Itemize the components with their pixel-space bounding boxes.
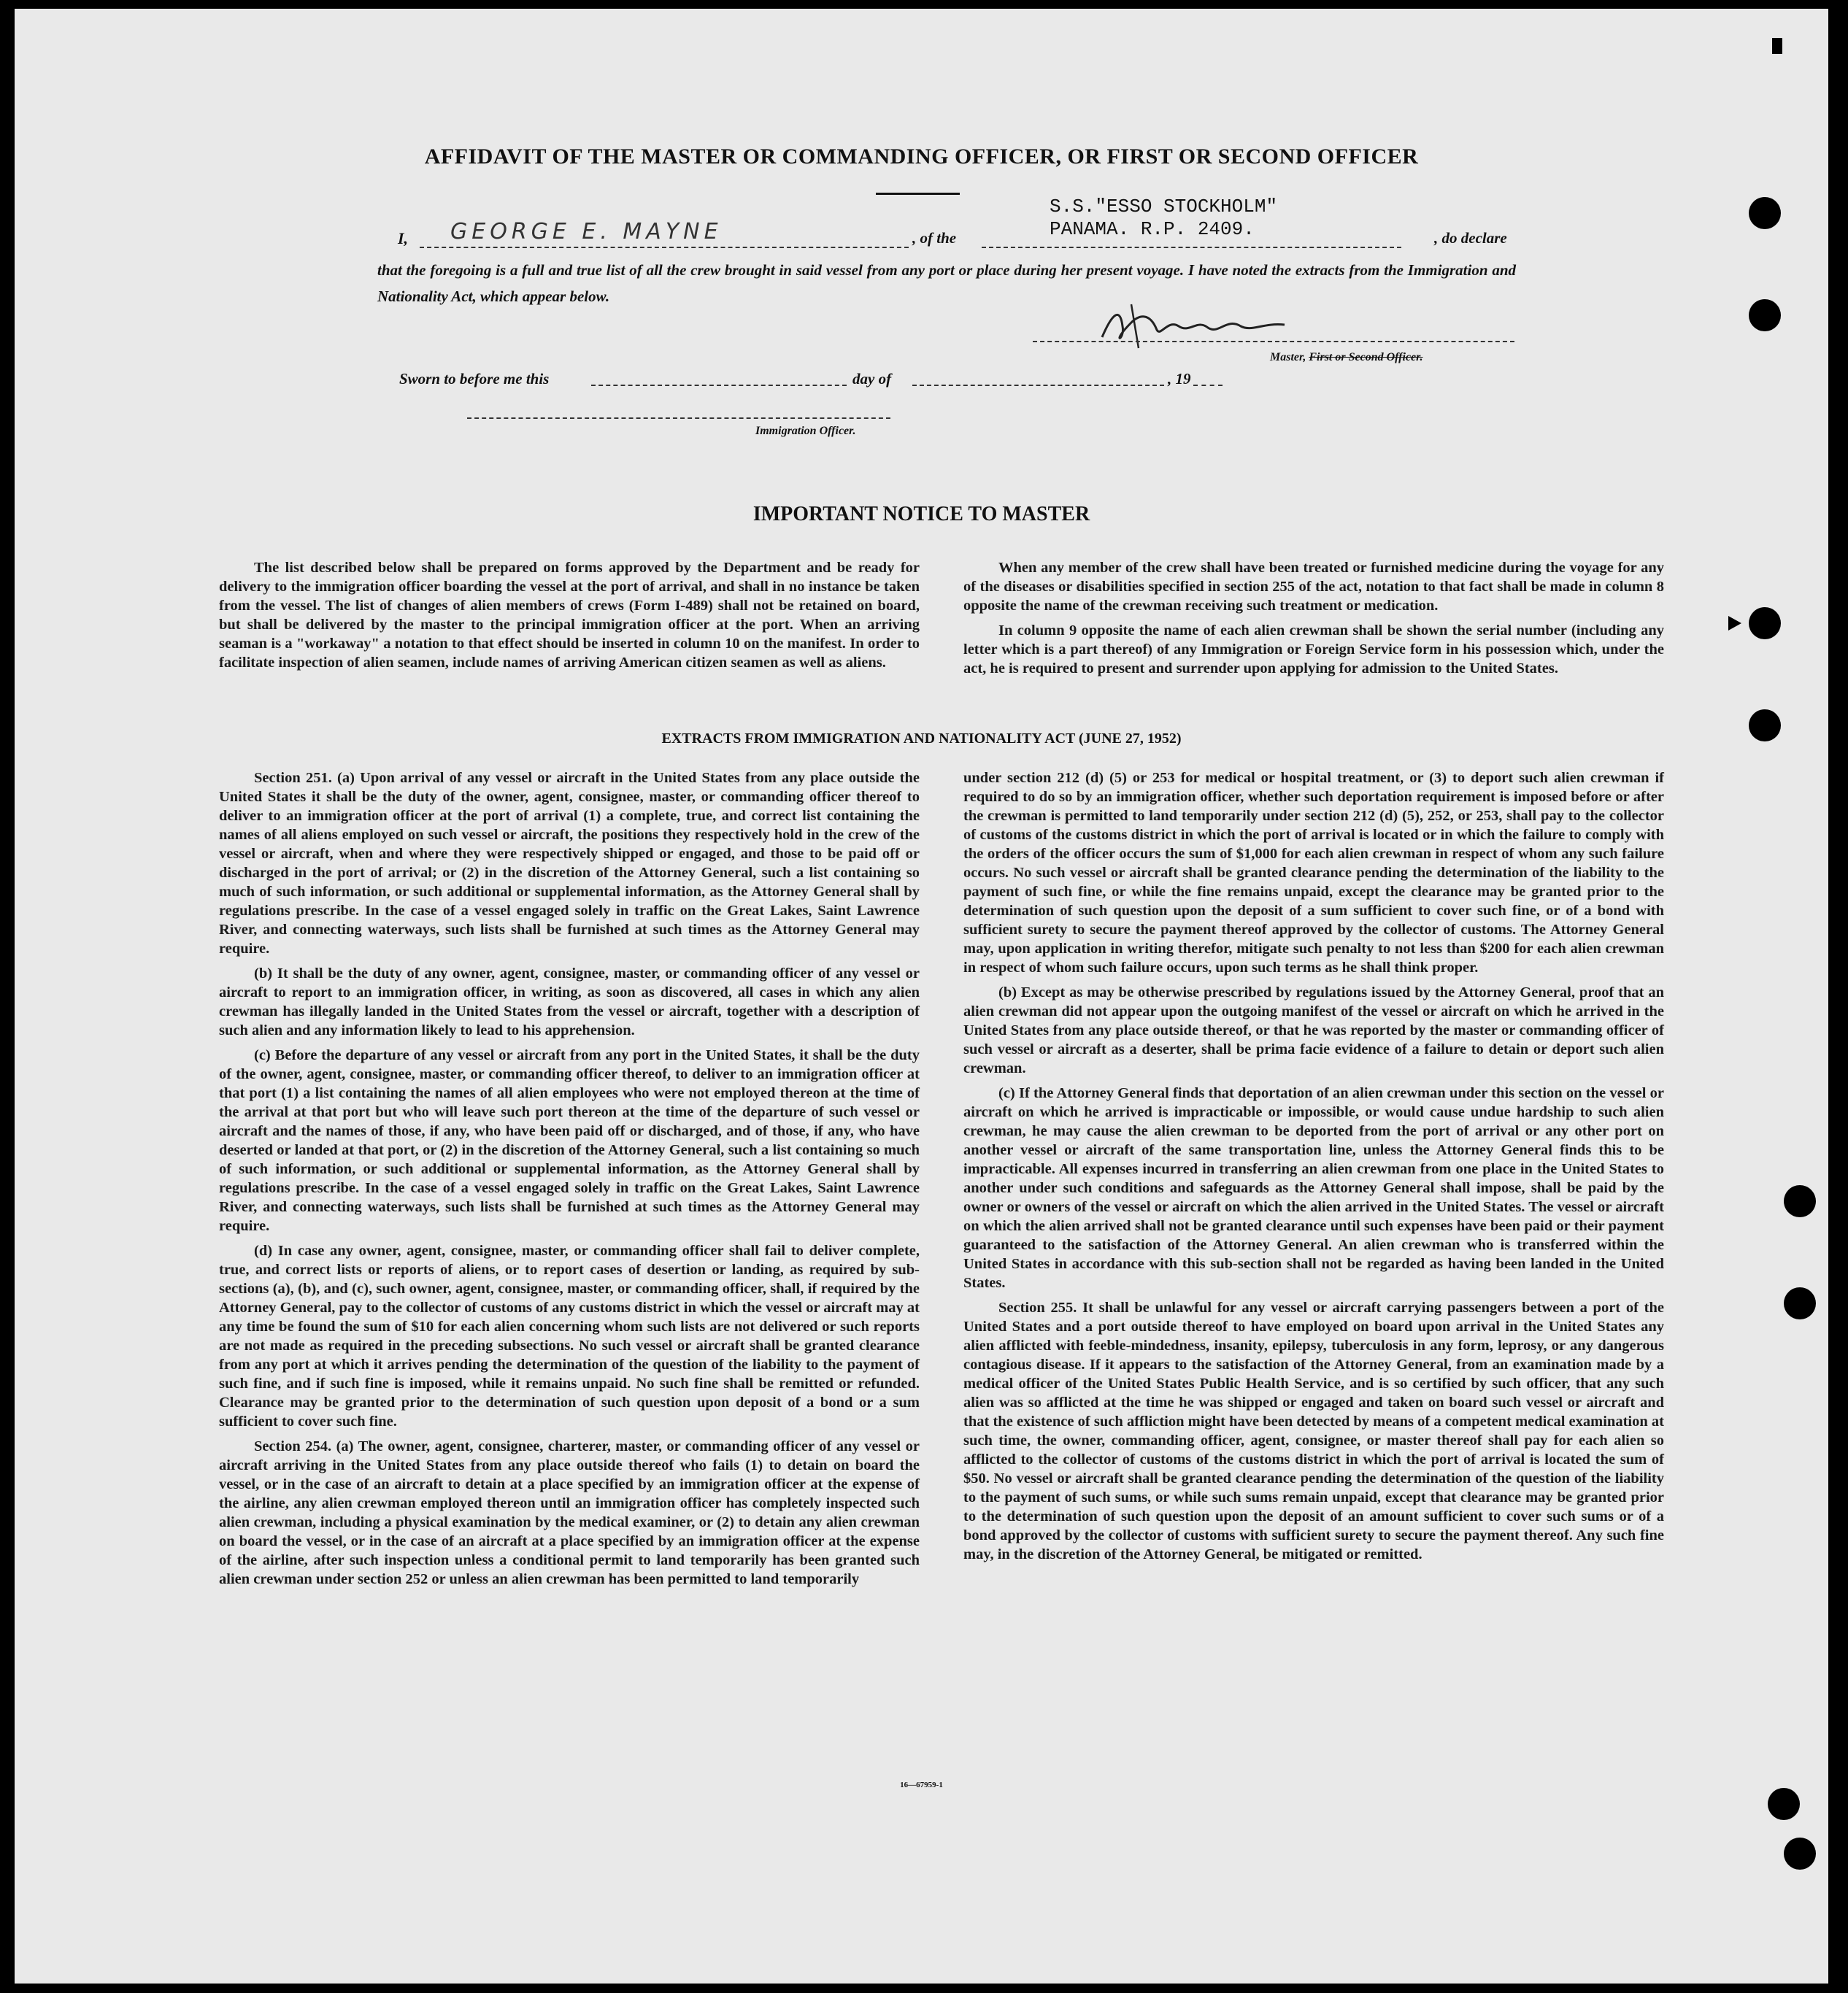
vessel-name: S.S."ESSO STOCKHOLM" <box>1050 196 1278 217</box>
year-label: , 19 <box>1168 370 1191 388</box>
signatory-title <box>1270 351 1423 364</box>
notice-heading: IMPORTANT NOTICE TO MASTER <box>752 503 1090 525</box>
sworn-month-line <box>912 385 1164 386</box>
binder-hole <box>1749 709 1781 741</box>
declaration-body: that the foregoing is a full and true list of all the crew brought in said vessel from any port or place during her present voyage. I have noted the extracts from the Immigration and Nationality Act, which appear below. <box>377 261 1516 305</box>
officer-title: Immigration Officer. <box>755 425 856 437</box>
sworn-label: Sworn to before me this <box>399 370 550 388</box>
statute-paragraph: (c) If the Attorney General finds that deportation of an alien crewman under this section on the vessel or aircraft on which he arrived is impracticable or impossible, or would cause undue hardship to such alien crewman, he may cause the alien crewman to be deported from the port of arrival or any other port on another vessel or aircraft of the same transportation line, unless the Attorney General finds this to be impracticable. All expenses incurred in transferring an alien crewman from one place in the United States to another under such conditions and safeguards as the Attorney General shall impose, shall be paid by the owner or owners of the vessel or aircraft on which the alien arrived in the United States. The vessel or aircraft on which the alien arrived shall not be granted clearance until such expenses have been paid or their payment guaranteed to the satisfaction of the Attorney General. An alien crewman who is transferred within the United States in accordance with this sub-section shall not be regarded as having been landed in the United States. <box>963 1085 1664 1291</box>
declarant-prefix: I, <box>398 229 409 247</box>
statute-paragraph: under section 212 (d) (5) or 253 for medical or hospital treatment, or (3) to deport such alien crewman if required to do so by an immigration officer, whether such deportation requirement is imposed before or after the crewman is permitted to land temporarily under section 212 (d) (5), 252, or 253, shall pay to the collector of customs of the customs district in which the port of arrival is located or in which the failure to comply with the orders of the officer occurs the sum of $1,000 for each alien crewman in respect of whom any such failure occurs. No such vessel or aircraft shall be granted clearance pending the determination of the liability to the payment of such fine, or while the fine remains unpaid, except the clearance may be granted prior to the determination of such question upon the deposit of a sum sufficient to cover such fine, or of a bond with sufficient surety to secure the payment thereof approved by the collector of customs. The Attorney General may, upon application in writing therefor, mitigate such penalty to not less than $200 for each alien crewman in respect of whom such failure occurs, upon such terms as he shall think proper. <box>963 770 1664 976</box>
sworn-year-line <box>1193 385 1223 386</box>
form-number: 16—67959-1 <box>900 1781 943 1789</box>
hole-arrow-mark <box>1728 616 1741 631</box>
master-signature <box>1087 297 1306 355</box>
notice-right-column <box>963 558 1664 684</box>
statute-paragraph: (c) Before the departure of any vessel or aircraft from any port in the United States, it shall be the duty of the owner, agent, consignee, master, or commanding officer thereof, to deliver to an immigration officer at that port (1) a list containing the names of all alien employees who were not employed thereon at the time of the arrival at that port but who will leave such port thereon at the time of the departure of such vessel or aircraft and the names of those, if any, who have been paid off or discharged, and of those, if any, who have deserted or landed at that port, or (2) in the discretion of the Attorney General, such a list containing so much of such information, or such additional or supplemental information, as the Attorney General shall by regulations prescribe. In the case of a vessel engaged solely in traffic on the Great Lakes, Saint Lawrence River, and connecting waterways, such lists shall be furnished at such times as the Attorney General may require. <box>219 1047 920 1234</box>
statute-left-column <box>219 768 920 1595</box>
binder-hole <box>1768 1788 1800 1820</box>
statute-paragraph: Section 255. It shall be unlawful for any vessel or aircraft carrying passengers between a port of the United States and a port outside thereof to have employed on board upon arrival in the United States any alien afflicted with feeble-mindedness, insanity, epilepsy, tuberculosis in any form, leprosy, or any dangerous contagious disease. If it appears to the satisfaction of the Attorney General, from an examination made by a medical officer of the United States Public Health Service, and is so certified by such officer, that any such alien was so afflicted at the time he was shipped or engaged and taken on board such vessel or aircraft and that the existence of such affliction might have been detected by means of a competent medical examination at such time, the owner, commanding officer, agent, consignee, or master thereof shall pay for each alien so afflicted to the collector of customs of the customs district in which the port of arrival is located the sum of $50. No vessel or aircraft shall be granted clearance pending the determination of the question of the liability to the payment of such sums, or while such sums remain unpaid, except that clearance may be granted prior to the determination of such question upon the deposit of an amount sufficient to cover such sums or of a bond approved by the collector of customs with sufficient surety to secure the payment thereof. Any such fine may, in the discretion of the Attorney General, be mitigated or remitted. <box>963 1300 1664 1562</box>
binder-hole <box>1749 299 1781 331</box>
signature-line <box>1033 341 1514 342</box>
notice-paragraph: When any member of the crew shall have been treated or furnished medicine during the voyage for any of the diseases or disabilities specified in section 255 of the act, notation to that fact shall be made in column 8 opposite the name of the crewman receiving such treatment or medication. <box>963 560 1664 614</box>
vessel-line <box>982 247 1401 248</box>
extracts-heading: EXTRACTS FROM IMMIGRATION AND NATIONALITY ACT (JUNE 27, 1952) <box>661 730 1182 747</box>
statute-paragraph: (b) It shall be the duty of any owner, agent, consignee, master, or commanding officer of any vessel or aircraft to report to an immigration officer, in writing, as soon as discovered, all cases in which any alien crewman has illegally landed in the United States from the vessel or aircraft, together with a description of such alien and any information likely to lead to his apprehension. <box>219 965 920 1038</box>
binder-hole <box>1784 1838 1816 1870</box>
notice-left-column <box>219 558 920 678</box>
officer-signature-line <box>467 417 890 419</box>
binder-hole <box>1749 607 1781 639</box>
binder-hole <box>1784 1185 1816 1217</box>
declarant-name-line <box>420 247 909 248</box>
signatory-title-struck: First or Second Officer. <box>1309 351 1423 363</box>
do-declare-label: , do declare <box>1434 229 1507 247</box>
binder-hole <box>1749 197 1781 229</box>
statute-right-column <box>963 768 1664 1570</box>
declarant-name: GEORGE E. MAYNE <box>450 219 723 244</box>
vessel-registry: PANAMA. R.P. 2409. <box>1050 218 1255 240</box>
corner-mark <box>1772 38 1782 54</box>
statute-paragraph: Section 251. (a) Upon arrival of any vessel or aircraft in the United States from any place outside the United States it shall be the duty of the owner, agent, consignee, master, or commanding officer thereof to deliver to an immigration officer at the port of arrival (1) a complete, true, and correct list containing the names of all aliens employed on such vessel or aircraft, the positions they respectively hold in the crew of the vessel or aircraft, when and where they were respectively shipped or engaged, and those to be paid off or discharged in the port of arrival; or (2) in the discretion of the Attorney General, such a list containing so much of such information, or such additional or supplemental information, as the Attorney General shall by regulations prescribe. In the case of a vessel engaged solely in traffic on the Great Lakes, Saint Lawrence River, and connecting waterways, such lists shall be furnished at such times as the Attorney General may require. <box>219 770 920 957</box>
notice-paragraph: The list described below shall be prepared on forms approved by the Department and be ready for delivery to the immigration officer boarding the vessel at the port of arrival, and shall in no instance be taken from the vessel. The list of changes of alien members of crews (Form I-489) shall not be retained on board, but shall be delivered by the master to the principal immigration officer at the port. When an arriving seaman is a "workaway" a notation to that effect should be inserted in column 10 on the manifest. In order to facilitate inspection of alien seamen, include names of arriving American citizen seamen as well as aliens. <box>219 560 920 671</box>
notice-paragraph: In column 9 opposite the name of each alien crewman shall be shown the serial number (including any letter which is a part thereof) of any Immigration or Foreign Service form in his possession which, under the act, he is required to present and surrender upon applying for admission to the United States. <box>963 622 1664 676</box>
statute-paragraph: Section 254. (a) The owner, agent, consignee, charterer, master, or commanding officer of any vessel or aircraft arriving in the United States from any place outside thereof who fails (1) to detain on board the vessel, or in the case of an aircraft to detain at a place specified by an immigration officer at the expense of the airline, any alien crewman employed thereon until an immigration officer has completely inspected such alien crewman, including a physical examination by the medical examiner, or (2) to detain any alien crewman on board the vessel, or in the case of an aircraft at a place specified by an immigration officer at the expense of the airline, after such inspection unless a conditional permit to land temporarily has been granted such alien crewman under section 252 or unless an alien crewman has been permitted to land temporarily <box>219 1438 920 1587</box>
form-page <box>15 9 1828 1984</box>
vessel-rule <box>876 193 960 195</box>
day-of-label: day of <box>852 370 892 388</box>
declaration-text <box>377 257 1516 309</box>
signatory-title-text: Master, <box>1270 351 1309 363</box>
binder-hole <box>1784 1287 1816 1319</box>
sworn-day-line <box>591 385 847 386</box>
statute-paragraph: (d) In case any owner, agent, consignee, master, or commanding officer shall fail to deliver complete, true, and correct lists or reports of aliens, or to report cases of desertion or landing, as required by sub-sections (a), (b), and (c), such owner, agent, consignee, master, or commanding officer, shall, if required by the Attorney General, pay to the collector of customs of any customs district in which the vessel or aircraft may at any time be found the sum of $10 for each alien concerning whom such lists are not delivered or such reports are not made as required in the preceding subsections. No such vessel or aircraft shall be granted clearance from any port at which it arrives pending the determination of the question of the liability to the payment of such fine, and if such fine is imposed, while it remains unpaid. No such fine shall be remitted or refunded. Clearance may be granted prior to the determination of such question upon deposit of a bond or a sum sufficient to cover such fine. <box>219 1243 920 1430</box>
statute-paragraph: (b) Except as may be otherwise prescribed by regulations issued by the Attorney General, proof that an alien crewman did not appear upon the outgoing manifest of the vessel or aircraft on which he arrived in the United States from any place outside thereof, or that he was reported by the master or commanding officer of such vessel or aircraft as a deserter, shall be prima facie evidence of a failure to detain or deport such alien crewman. <box>963 984 1664 1076</box>
affidavit-title: AFFIDAVIT OF THE MASTER OR COMMANDING OFFICER, OR FIRST OR SECOND OFFICER <box>424 144 1419 169</box>
of-the-label: , of the <box>912 229 957 247</box>
